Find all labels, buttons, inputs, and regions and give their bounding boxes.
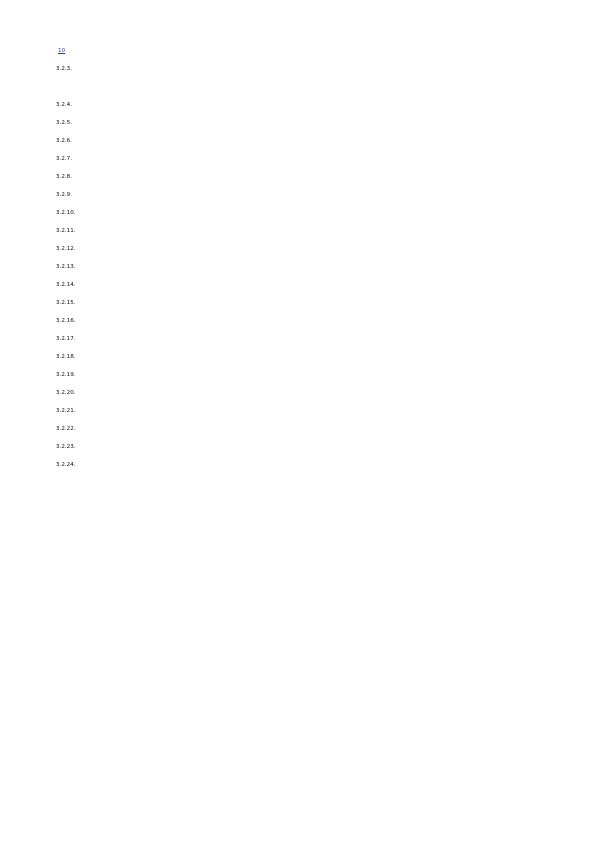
paragraph-number: 3.2.11. — [56, 228, 76, 234]
paragraph-8 — [56, 154, 539, 164]
paragraph-number: 3.2.9. — [56, 192, 73, 198]
paragraph-9 — [56, 172, 539, 182]
paragraph-10 — [56, 190, 539, 200]
paragraph-19 — [56, 352, 539, 362]
paragraph-number: 3.2.19. — [56, 372, 76, 378]
paragraph-number: 3.2.20. — [56, 390, 76, 396]
paragraph-number: 3.2.12. — [56, 246, 76, 252]
paragraph-number: 3.2.4. — [56, 102, 73, 108]
paragraph-22 — [56, 406, 539, 416]
paragraph-23 — [56, 424, 539, 434]
paragraph-2 — [56, 46, 539, 56]
paragraph-number: 3.2.13. — [56, 264, 76, 270]
paragraph-number: 3.2.22. — [56, 426, 76, 432]
paragraph-0 — [56, 10, 539, 20]
paragraph-5 — [56, 100, 539, 110]
paragraph-16 — [56, 298, 539, 308]
paragraph-number: 3.2.7. — [56, 156, 73, 162]
paragraph-25 — [56, 460, 539, 470]
paragraph-number: 3.2.14. — [56, 282, 76, 288]
paragraph-number: 3.2.23. — [56, 444, 76, 450]
paragraph-7 — [56, 136, 539, 146]
paragraph-3 — [56, 64, 539, 74]
section-link[interactable]: 10 — [58, 48, 66, 54]
paragraph-number: 3.2.6. — [56, 138, 73, 144]
paragraph-14 — [56, 262, 539, 272]
paragraph-number: 3.2.10. — [56, 210, 76, 216]
paragraph-18 — [56, 334, 539, 344]
paragraph-number: 3.2.16. — [56, 318, 76, 324]
paragraph-number: 3.2.15. — [56, 300, 76, 306]
paragraph-15 — [56, 280, 539, 290]
paragraph-number: 3.2.17. — [56, 336, 76, 342]
paragraph-24 — [56, 442, 539, 452]
paragraph-12 — [56, 226, 539, 236]
paragraph-number: 3.2.8. — [56, 174, 73, 180]
paragraph-number: 3.2.21. — [56, 408, 76, 414]
paragraph-13 — [56, 244, 539, 254]
paragraph-20 — [56, 370, 539, 380]
paragraph-1 — [56, 28, 539, 38]
paragraph-number: 3.2.3. — [56, 66, 73, 72]
paragraph-4 — [56, 82, 539, 92]
paragraph-11 — [56, 208, 539, 218]
paragraph-number: 3.2.5. — [56, 120, 73, 126]
paragraph-17 — [56, 316, 539, 326]
paragraph-21 — [56, 388, 539, 398]
paragraph-number: 3.2.18. — [56, 354, 76, 360]
paragraph-number: 3.2.24. — [56, 462, 76, 468]
paragraph-6 — [56, 118, 539, 128]
